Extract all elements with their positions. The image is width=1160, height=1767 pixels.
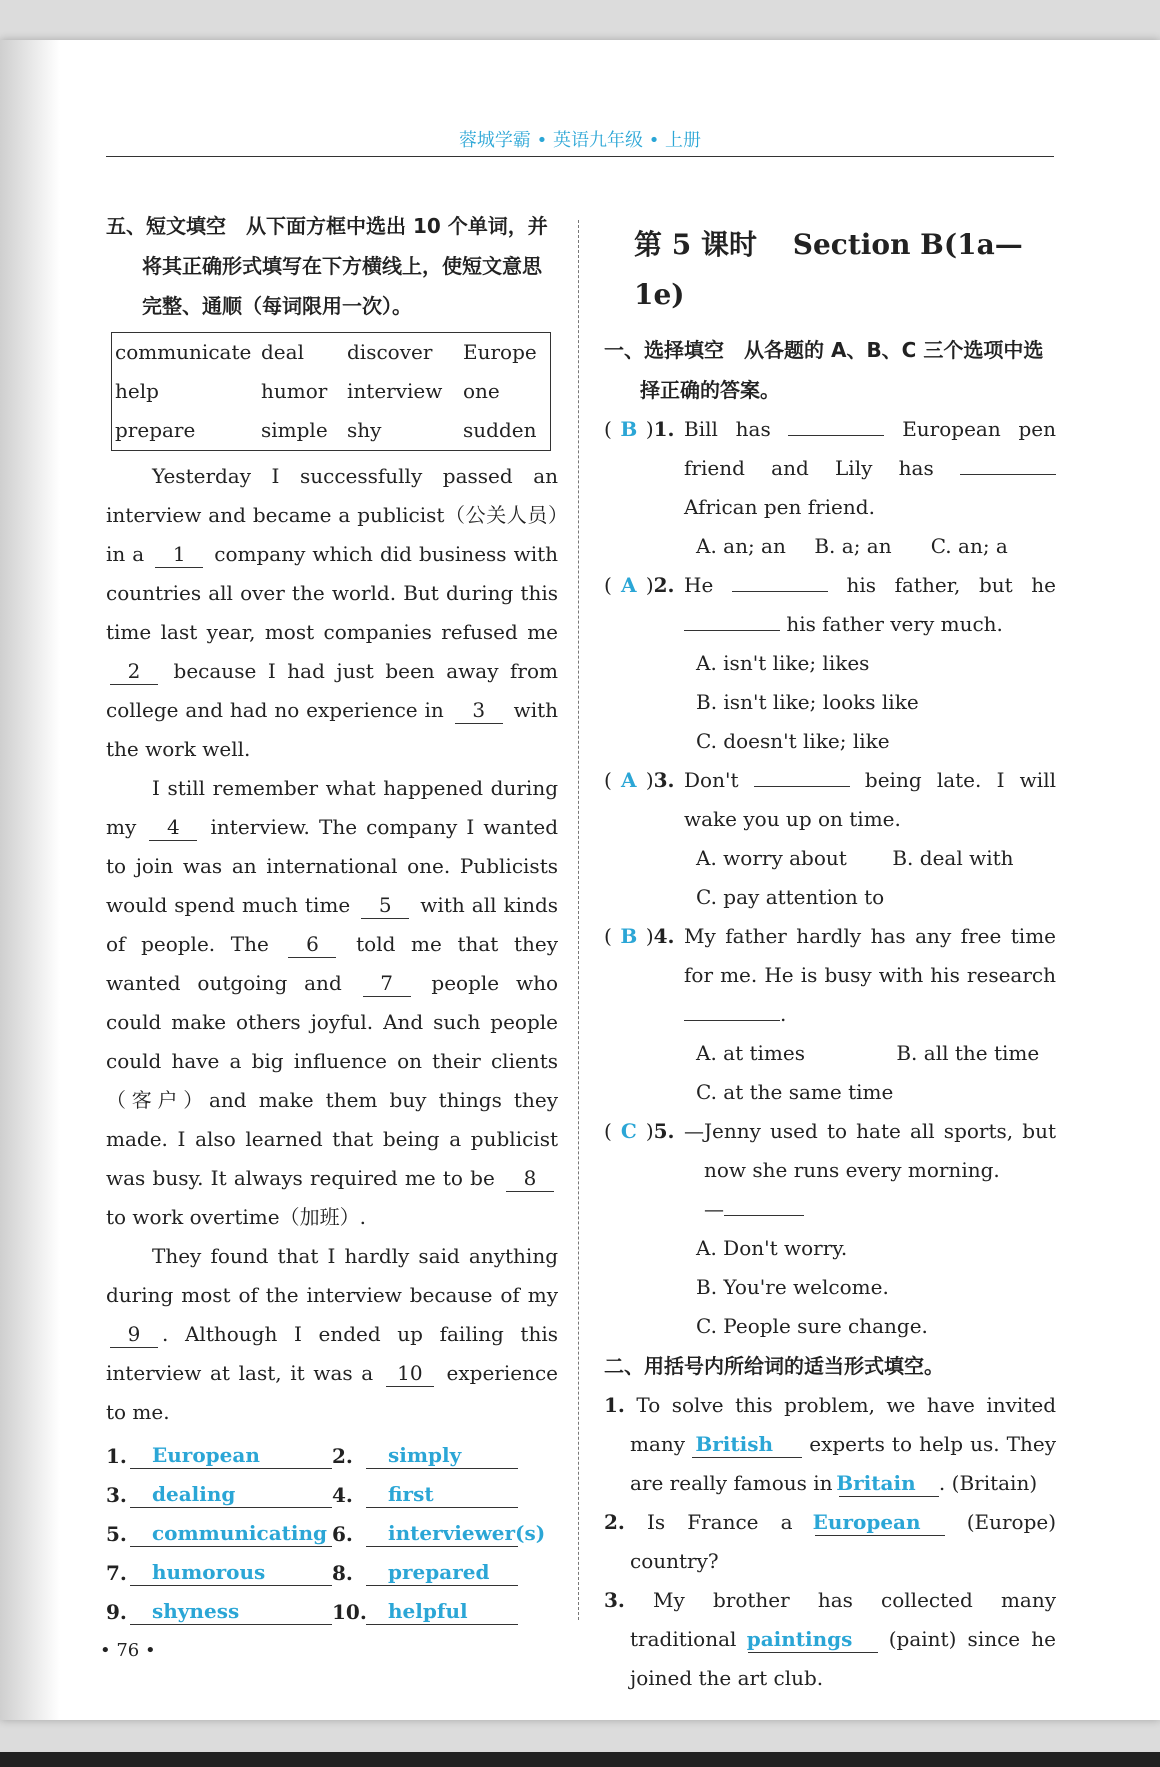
- blank-3: 3: [455, 697, 503, 724]
- answer-item: [106, 1481, 332, 1508]
- question-part: experts to help us. They are really famous in: [630, 1432, 1056, 1495]
- answer-item: [106, 1520, 332, 1547]
- option: C. pay attention to: [696, 885, 885, 909]
- answer-number: 7.: [106, 1560, 127, 1585]
- passage-text: because I had just been away from college and had no experience in: [106, 659, 559, 722]
- passage-text: They found that I hardly said anything during most of the interview because of my: [106, 1244, 558, 1307]
- option: A. Don't worry.: [696, 1236, 848, 1260]
- passage-text: told me that they wanted outgoing and: [106, 932, 559, 995]
- question-text: [684, 410, 1056, 527]
- answer-key: B: [620, 924, 638, 948]
- passage-text: I still remember what happened during my: [106, 776, 558, 839]
- lesson-title: [634, 220, 1056, 320]
- blank-4: 4: [149, 814, 197, 841]
- word: one: [463, 379, 500, 403]
- answer-item: [332, 1481, 558, 1508]
- passage-paragraph: [106, 457, 558, 769]
- option: B. deal with: [892, 846, 1014, 870]
- answer-number: 8.: [332, 1560, 353, 1585]
- word: shy: [347, 418, 382, 442]
- options: [604, 1268, 1056, 1307]
- cloze-passage: [106, 457, 558, 1432]
- blank-5: 5: [361, 892, 409, 919]
- option: C. an; a: [930, 534, 1008, 558]
- question-part: Bill has: [684, 417, 771, 441]
- answer-number: 10.: [332, 1599, 367, 1624]
- answer-key: A: [621, 573, 637, 597]
- question-part: (paint) since he joined the art club.: [630, 1627, 1057, 1690]
- running-header: 蓉城学霸 • 英语九年级 • 上册: [106, 126, 1054, 157]
- answer-row: [106, 1475, 558, 1514]
- answer-blank: [724, 1215, 804, 1216]
- option: A. isn't like; likes: [696, 651, 870, 675]
- passage-text: to work overtime（加班）.: [106, 1205, 366, 1229]
- question-text: [684, 761, 1056, 839]
- passage-text: interview. The company I wanted to join was an international one. Publicists would spend much time: [106, 815, 559, 917]
- answer-number: 2.: [332, 1443, 353, 1468]
- mc-question: [604, 761, 1056, 839]
- question-part: his father very much.: [786, 612, 1003, 636]
- mc-question: [604, 917, 1056, 1034]
- question-part: Is France a: [646, 1510, 793, 1534]
- word: prepare: [115, 418, 196, 442]
- section-five-title: 五、短文填空 从下面方框中选出 10 个单词，并将其正确形式填写在下方横线上，使短文意思完整、通顺（每词限用一次）。: [106, 214, 548, 318]
- options: [604, 878, 1056, 917]
- answer-bracket: ( B )4.: [604, 917, 684, 1034]
- blank-10: 10: [386, 1360, 434, 1387]
- options: [604, 1229, 1056, 1268]
- option: B. all the time: [896, 1041, 1040, 1065]
- page-edge-shadow: [0, 40, 60, 1720]
- question-number: 1.: [604, 1393, 625, 1417]
- answer-blank: [754, 786, 850, 787]
- options: [604, 722, 1056, 761]
- word-box: [111, 332, 551, 451]
- passage-text: . Although I ended up failing this interview at last, it was a: [106, 1322, 558, 1385]
- part-one-title: 一、选择填空 从各题的 A、B、C 三个选项中选择正确的答案。: [604, 338, 1044, 402]
- answer-row: [106, 1592, 558, 1631]
- right-column: [604, 220, 1056, 1698]
- question-part: being late. I will wake you up on time.: [684, 768, 1056, 831]
- question-part: My brother has collected many traditional: [630, 1588, 1057, 1651]
- word: deal: [261, 340, 304, 364]
- options: [604, 1307, 1056, 1346]
- answer-number: 5.: [106, 1521, 127, 1546]
- question-text: [684, 917, 1056, 1034]
- option: C. at the same time: [696, 1080, 894, 1104]
- answer-item: [332, 1559, 558, 1586]
- passage-text: experience to me.: [106, 1361, 558, 1424]
- answer-bracket: ( C )5.: [604, 1112, 684, 1190]
- answer-row: [106, 1514, 558, 1553]
- question-number: 2.: [653, 573, 675, 597]
- fill-question: [604, 1581, 1056, 1698]
- word: sudden: [463, 418, 537, 442]
- blank-8: 8: [506, 1165, 554, 1192]
- answer-blank: [684, 630, 780, 631]
- option: B. a; an: [814, 534, 892, 558]
- answer-text: humorous: [130, 1559, 332, 1586]
- answer-number: 3.: [106, 1482, 127, 1507]
- answer-key: A: [621, 768, 637, 792]
- answer-bracket: ( A )2.: [604, 566, 684, 644]
- passage-paragraph: [106, 1237, 558, 1432]
- blank-7: 7: [363, 970, 411, 997]
- dialogue-reply: [604, 1190, 1056, 1229]
- answer-number: 9.: [106, 1599, 127, 1624]
- filled-answer: paintings: [748, 1626, 878, 1653]
- passage-text: company which did business with countries all over the world. But during this time last year, most companies refused me: [106, 542, 559, 644]
- word: help: [115, 379, 159, 403]
- answer-key: B: [620, 417, 638, 441]
- question-part: . (Britain): [938, 1471, 1038, 1495]
- answer-text: first: [366, 1481, 518, 1508]
- question-part: .: [780, 1002, 787, 1026]
- lesson-number: 第 5 课时: [634, 228, 757, 261]
- blank-2: 2: [110, 658, 158, 685]
- passage-paragraph: [106, 769, 558, 1237]
- question-part: (Europe) country?: [630, 1510, 1057, 1573]
- blank-1: 1: [155, 541, 203, 568]
- answer-blank: [732, 591, 828, 592]
- question-number: 3.: [653, 768, 675, 792]
- answer-blank: [960, 474, 1056, 475]
- options: [604, 527, 1056, 566]
- word-box-row: [112, 372, 551, 411]
- word: discover: [347, 340, 433, 364]
- question-number: 5.: [653, 1119, 675, 1143]
- question-part: his father, but he: [846, 573, 1057, 597]
- answer-text: European: [130, 1442, 332, 1469]
- answer-item: [106, 1598, 332, 1625]
- fill-question: [604, 1386, 1056, 1503]
- answer-bracket: ( A )3.: [604, 761, 684, 839]
- question-part: —Jenny used to hate all sports, but now she runs every morning.: [684, 1119, 1056, 1182]
- word: simple: [261, 418, 328, 442]
- lesson-section: Section B(1a—1e): [634, 228, 1023, 311]
- passage-text: Yesterday I successfully passed an interview and became a publicist（公关人员）in a: [106, 464, 558, 566]
- blank-6: 6: [288, 931, 336, 958]
- option: A. an; an: [696, 534, 786, 558]
- passage-text: with all kinds of people. The: [106, 893, 559, 956]
- word: interview: [347, 379, 443, 403]
- question-text: [684, 1112, 1056, 1190]
- blank-9: 9: [110, 1321, 158, 1348]
- question-number: 2.: [604, 1510, 625, 1534]
- option: B. isn't like; looks like: [696, 690, 919, 714]
- textbook-page: [0, 40, 1160, 1720]
- question-part: To solve this problem, we have invited many: [630, 1393, 1056, 1456]
- answer-item: [332, 1598, 558, 1625]
- option: A. at times: [696, 1041, 805, 1065]
- word: communicate: [115, 340, 252, 364]
- question-number: 1.: [653, 417, 675, 441]
- answer-text: shyness: [130, 1598, 332, 1625]
- question-part: My father hardly has any free time for me. He is busy with his research: [684, 924, 1056, 987]
- options: [604, 1073, 1056, 1112]
- question-part: He: [684, 573, 714, 597]
- answer-text: helpful: [366, 1598, 518, 1625]
- word-box-row: [112, 333, 551, 373]
- answer-item: [332, 1442, 558, 1469]
- options: [604, 1034, 1056, 1073]
- answer-text: interviewer(s): [366, 1520, 518, 1547]
- answer-number: 6.: [332, 1521, 353, 1546]
- question-number: 4.: [653, 924, 675, 948]
- answer-number: 4.: [332, 1482, 353, 1507]
- passage-text: with the work well.: [106, 698, 559, 761]
- mc-question: [604, 566, 1056, 644]
- option: B. You're welcome.: [696, 1275, 889, 1299]
- answer-number: 1.: [106, 1443, 127, 1468]
- filled-answer: Britain: [839, 1470, 939, 1497]
- question-part: —: [704, 1197, 724, 1221]
- options: [604, 839, 1056, 878]
- answer-row: [106, 1436, 558, 1475]
- question-text: [684, 566, 1056, 644]
- passage-text: people who could make others joyful. And such people could have a big influence on their clients（客户）and make them buy things they made. I also learned that being a publicist was busy. It always required me to be: [106, 971, 558, 1190]
- option: C. doesn't like; like: [696, 729, 890, 753]
- option: A. worry about: [696, 846, 847, 870]
- answer-item: [332, 1520, 558, 1547]
- filled-answer: British: [692, 1431, 802, 1458]
- answer-text: prepared: [366, 1559, 518, 1586]
- left-column: [106, 206, 558, 1631]
- answer-blank: [788, 435, 884, 436]
- question-part: African pen friend.: [684, 495, 875, 519]
- word: Europe: [463, 340, 537, 364]
- screen-bottom-bar: [0, 1752, 1160, 1767]
- answer-key: C: [620, 1119, 637, 1143]
- page-number: • 76 •: [100, 1640, 156, 1661]
- answer-text: communicating: [130, 1520, 332, 1547]
- answer-text: simply: [366, 1442, 518, 1469]
- question-number: 3.: [604, 1588, 625, 1612]
- options: [604, 644, 1056, 683]
- answer-list: [106, 1436, 558, 1631]
- word: humor: [261, 379, 328, 403]
- question-part: Don't: [684, 768, 739, 792]
- answer-item: [106, 1442, 332, 1469]
- option: C. People sure change.: [696, 1314, 928, 1338]
- mc-question: [604, 410, 1056, 527]
- answer-bracket: ( B )1.: [604, 410, 684, 527]
- word-box-row: [112, 411, 551, 451]
- fill-question: [604, 1503, 1056, 1581]
- options: [604, 683, 1056, 722]
- answer-item: [106, 1559, 332, 1586]
- answer-blank: [684, 1020, 780, 1021]
- part-two-title: 二、用括号内所给词的适当形式填空。: [604, 1354, 944, 1378]
- column-divider: [578, 220, 579, 1620]
- question-part: European pen friend and Lily has: [684, 417, 1056, 480]
- filled-answer: European: [815, 1509, 945, 1536]
- mc-question: [604, 1112, 1056, 1190]
- answer-text: dealing: [130, 1481, 332, 1508]
- answer-row: [106, 1553, 558, 1592]
